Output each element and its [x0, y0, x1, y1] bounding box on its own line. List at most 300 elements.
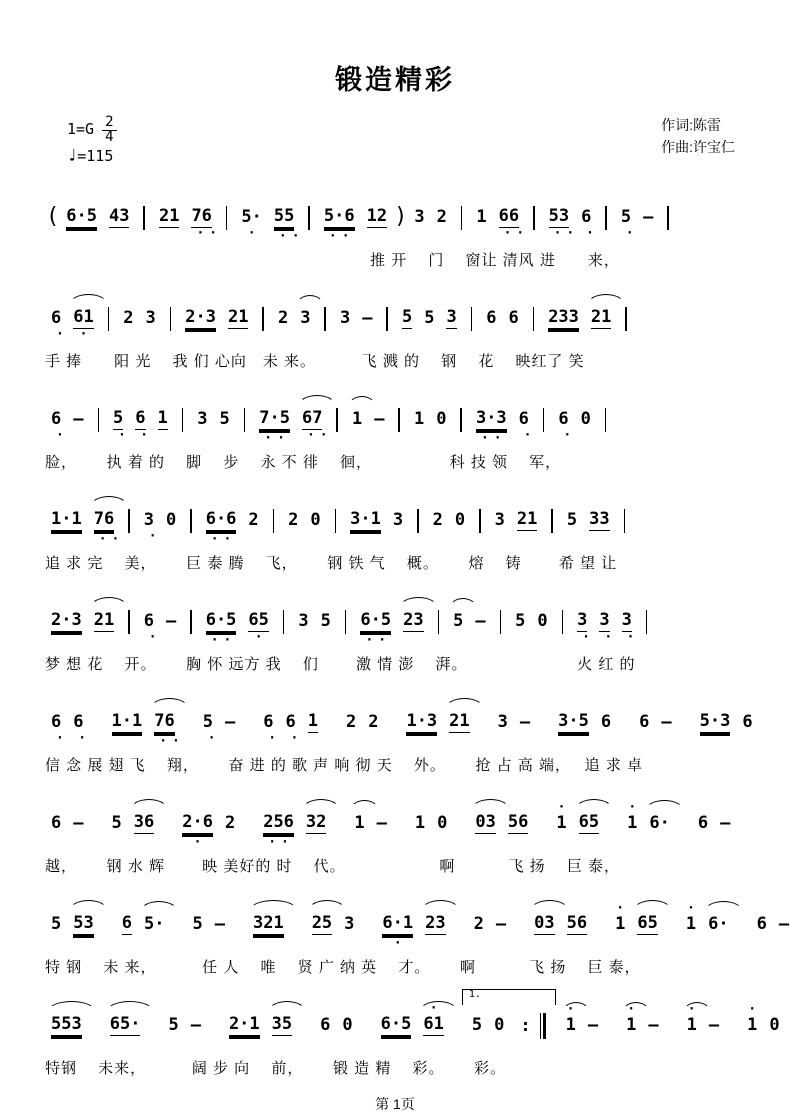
repeat-dots: : — [520, 1015, 531, 1036]
note: 3 — [197, 409, 208, 430]
time-signature-denominator: 4 — [105, 128, 114, 145]
note: 3 · — [577, 610, 595, 645]
notation-row — [45, 989, 780, 1048]
low-octave-dots: · — [586, 225, 599, 241]
note: 5 — [192, 914, 203, 935]
low-octave-dots: ·· — [553, 225, 580, 241]
tempo-value: =115 — [77, 147, 114, 166]
note: 6 — [600, 712, 612, 733]
note: 6 · — [285, 712, 304, 746]
note: 5· · — [241, 207, 262, 241]
close-paren: ) — [394, 204, 408, 230]
note: 6·6 ·· — [205, 509, 237, 547]
note: 3 — [392, 510, 404, 531]
lyricist-credit: 作词:陈雷 — [661, 117, 721, 133]
barline — [273, 509, 275, 533]
score-lines — [45, 182, 790, 1078]
note: 65 — [637, 914, 657, 935]
score-system — [45, 687, 753, 775]
note: 61 · — [73, 308, 93, 329]
tempo-marking — [67, 146, 117, 167]
barline — [471, 307, 473, 331]
low-octave-dots: ·· — [210, 632, 237, 648]
barline — [262, 307, 264, 331]
meta-block — [67, 115, 735, 168]
slur-arc — [130, 799, 168, 810]
slur-arc — [421, 900, 459, 911]
note: 3 — [494, 510, 505, 531]
slur-arc — [308, 900, 346, 911]
note: 5 — [219, 409, 230, 430]
low-octave-dots: ·· — [98, 531, 125, 547]
note: 6 — [121, 913, 132, 934]
notation-row — [45, 283, 745, 341]
barline — [143, 206, 145, 230]
note: 6 — [756, 914, 767, 935]
notation-row — [45, 182, 745, 244]
note: 3 · — [599, 610, 618, 645]
note: 25 — [312, 914, 332, 935]
low-octave-dots: · — [148, 528, 162, 544]
low-octave-dots: ·· — [503, 225, 530, 241]
duration-dash: — — [190, 1015, 201, 1036]
low-octave-dots: ·· — [328, 228, 355, 244]
rest-note: 0 — [537, 611, 548, 632]
high-octave-dot: · — [748, 1002, 757, 1018]
low-octave-dots: · — [626, 629, 640, 645]
barline — [533, 307, 535, 331]
barline — [226, 206, 228, 230]
barline — [500, 610, 502, 634]
rest-note: 0 — [437, 813, 448, 834]
note: 67 ·· — [302, 409, 322, 430]
duration-dash: — — [778, 914, 790, 935]
slur-arc — [350, 800, 378, 811]
note: 256 ·· — [263, 812, 294, 850]
note: 5· — [144, 915, 164, 934]
note: 53 ·· — [548, 206, 580, 241]
barline — [551, 509, 553, 533]
note: 6 · — [143, 611, 162, 645]
note: 6·1 · — [382, 913, 414, 951]
low-octave-dots: · — [56, 730, 69, 746]
note: 6·5 — [380, 1014, 412, 1035]
score-system — [45, 182, 745, 270]
low-octave-dots: · — [393, 935, 407, 951]
note: 6·5 — [66, 206, 97, 227]
duration-dash: — — [475, 611, 486, 632]
low-octave-dots: · — [625, 225, 639, 241]
volta-label: 1. — [468, 989, 481, 1001]
slur-arc — [562, 1002, 590, 1018]
note: 1 · — [566, 1016, 576, 1035]
barline — [170, 307, 172, 331]
note: 65 — [579, 813, 599, 834]
duration-dash: — — [374, 409, 385, 430]
note: 553 — [51, 1015, 82, 1036]
duration-dash: — — [73, 409, 84, 430]
rest-note: 0 — [454, 510, 466, 531]
note: 21 — [449, 712, 469, 733]
barline — [345, 610, 347, 634]
score-system — [45, 586, 745, 674]
duration-dash: — — [362, 308, 373, 329]
note: 03 — [475, 813, 495, 834]
notation-row — [45, 384, 745, 446]
note: 1 — [307, 711, 318, 732]
note: 6· — [649, 814, 669, 833]
lyrics-row: 推 开 门 窗让 清风 进 来， — [370, 251, 620, 269]
barline — [128, 610, 130, 634]
note: 2 — [345, 712, 357, 733]
note: 321 — [253, 914, 284, 935]
duration-dash: — — [165, 611, 177, 632]
barline — [438, 610, 440, 634]
note: 5 — [471, 1015, 483, 1036]
note: 55 ·· — [273, 206, 305, 244]
note: 3·5 — [558, 711, 589, 732]
barline — [190, 509, 192, 533]
note: 3 — [414, 207, 425, 228]
note: 3 — [497, 712, 508, 733]
note: 1·1 — [111, 711, 143, 732]
note: 6·5 ·· — [205, 610, 237, 648]
note: 1 · — [626, 1016, 636, 1035]
note: 2·3 — [185, 307, 216, 328]
note: 6 — [486, 308, 497, 329]
slur-arc — [69, 294, 107, 305]
notation-row — [45, 687, 753, 749]
note: 1·1 — [51, 509, 82, 530]
barline — [108, 307, 110, 331]
lyrics-row: 脸， 执 着 的 脚 步 永 不 徘 徊， 科 技 领 军， — [45, 453, 562, 471]
note: 33 — [589, 509, 610, 530]
rest-note: 0 — [769, 1015, 780, 1036]
slur-arc — [530, 900, 568, 911]
note: 35 — [272, 1015, 292, 1036]
note: 1·3 — [406, 711, 438, 732]
lyrics-row: 梦 想 花 开。 胸 怀 远方 我 们 激 情 澎 湃。 火 红 的 — [45, 655, 636, 673]
open-paren: ( — [46, 204, 60, 230]
note: 3 — [300, 309, 310, 328]
slur-arc — [298, 395, 336, 406]
note: 76 ·· — [94, 510, 114, 531]
low-octave-dots: · — [268, 730, 282, 746]
note: 6 · — [51, 712, 69, 746]
note: 61 · — [423, 1015, 443, 1036]
note: 5 — [453, 612, 463, 631]
duration-dash: — — [643, 207, 654, 228]
high-octave-dot: · — [566, 1002, 575, 1018]
note: 2 — [432, 510, 443, 531]
note: 1 — [354, 814, 364, 833]
key-label: 1=G — [67, 120, 95, 139]
rest-note: 0 — [342, 1015, 353, 1036]
low-octave-dots: · — [290, 730, 304, 746]
high-octave-dot: · — [687, 1002, 696, 1018]
slur-arc — [140, 901, 178, 912]
note: 23 — [403, 611, 423, 632]
high-octave-dot: · — [616, 901, 625, 917]
barline — [646, 610, 648, 634]
slur-arc — [704, 901, 742, 912]
note: 6 · — [51, 409, 69, 443]
slur-arc — [69, 900, 107, 911]
note: 5 — [51, 914, 62, 935]
note: 3 — [446, 307, 457, 328]
slur-arc — [268, 1001, 306, 1012]
slur-arc — [645, 800, 683, 811]
note: 56 — [507, 812, 529, 833]
score-system — [45, 788, 745, 876]
note: 5 · — [620, 207, 639, 241]
barline — [533, 206, 535, 230]
note: 5·3 — [699, 711, 731, 732]
low-octave-dots: · — [582, 629, 595, 645]
note: 6 — [51, 813, 62, 834]
low-octave-dots: · — [604, 629, 618, 645]
duration-dash: — — [224, 712, 236, 733]
page-title: 锻造精彩 — [335, 65, 455, 95]
score-system — [45, 283, 745, 371]
barline — [667, 206, 669, 230]
note: 2·6 · — [182, 812, 213, 850]
note: 2 — [224, 813, 236, 834]
lyrics-row: 手 捧 阳 光 我 们 心向 未 来。 飞 溅 的 钢 花 映红了 笑 — [45, 352, 585, 370]
score-system — [45, 384, 745, 472]
composer-credit: 作曲:许宝仁 — [661, 138, 735, 155]
high-octave-dot: · — [557, 800, 566, 816]
note: 1 — [157, 408, 168, 429]
low-octave-dots: · — [56, 427, 69, 443]
note: 2 — [473, 914, 484, 935]
note: 2 — [436, 207, 447, 228]
slur-arc — [419, 1001, 457, 1017]
note: 2 — [288, 510, 299, 531]
low-octave-dots: · — [563, 427, 577, 443]
note: 5 — [168, 1015, 179, 1036]
low-octave-dots: · — [118, 427, 131, 443]
note: 5 · — [202, 712, 221, 746]
note: 2 — [248, 510, 259, 531]
barline — [417, 509, 419, 533]
note: 36 — [134, 813, 154, 834]
barline — [605, 408, 607, 432]
slur-arc — [249, 900, 298, 911]
note: 21 — [158, 206, 180, 227]
barline — [398, 408, 400, 432]
note: 6 · — [518, 409, 537, 443]
slur-arc — [90, 597, 128, 608]
note: 2 — [123, 308, 134, 329]
low-octave-dots: ·· — [196, 225, 223, 241]
note: 76 ·· — [154, 712, 174, 733]
note: 6 — [639, 712, 650, 733]
score-system — [45, 889, 790, 977]
note: 2·1 — [228, 1014, 260, 1035]
time-signature — [102, 115, 116, 144]
note: 1 · — [615, 901, 626, 935]
low-octave-dots: · — [79, 326, 93, 342]
key-signature — [67, 115, 117, 144]
barline — [283, 610, 285, 634]
note: 03 — [534, 914, 554, 935]
note: 5 — [424, 308, 435, 329]
low-octave-dots: · — [247, 225, 261, 241]
note: 6 — [742, 712, 753, 733]
note: 6·5 ·· — [360, 610, 392, 648]
barline — [562, 610, 564, 634]
note: 1 — [476, 207, 487, 228]
low-octave-dots: · — [207, 730, 221, 746]
barline — [128, 509, 130, 533]
note: 1 — [352, 410, 362, 429]
note: 32 — [306, 813, 326, 834]
note: 7·5 ·· — [259, 408, 290, 446]
barline — [625, 307, 627, 331]
note: 2 — [277, 308, 289, 329]
high-octave-dot: · — [429, 1001, 438, 1017]
note: 3 — [344, 914, 355, 935]
note: 1 · — [685, 901, 697, 935]
note: 6 · — [263, 712, 282, 746]
note: 6 · — [581, 207, 599, 241]
note: 6 · — [135, 408, 154, 443]
note: 6 — [697, 813, 709, 834]
lyrics-row: 越， 钢 水 辉 映 美好的 时 代。 啊 飞 扬 巨 泰， — [45, 857, 621, 875]
duration-dash: — — [495, 914, 507, 935]
slur-arc — [150, 698, 188, 709]
repeat-end-barline — [516, 1013, 553, 1039]
slur-arc — [302, 799, 340, 810]
notation-row — [45, 788, 745, 850]
barline — [543, 408, 545, 432]
slur-arc — [587, 294, 625, 305]
slur-arc — [445, 698, 483, 709]
low-octave-dots: ·· — [480, 430, 507, 446]
high-octave-dot: · — [687, 901, 695, 917]
notation-row — [45, 586, 745, 648]
low-octave-dots: · — [140, 427, 154, 443]
rest-note: 0 — [580, 409, 591, 430]
barline — [624, 509, 626, 533]
slur-arc — [399, 597, 437, 608]
note: 3 · — [143, 510, 162, 544]
low-octave-dots: ·· — [159, 733, 185, 749]
low-octave-dots: ·· — [268, 834, 294, 850]
low-octave-dots: · — [78, 730, 92, 746]
slur-arc — [471, 799, 509, 810]
note: 5 — [401, 307, 413, 328]
note: 3·1 — [350, 509, 381, 530]
time-signature-numerator: 2 — [102, 114, 116, 131]
note: 76 ·· — [191, 206, 223, 241]
note: 6 · — [73, 712, 92, 746]
note: 2 — [368, 712, 379, 733]
score-system — [45, 989, 780, 1078]
note: 53 — [73, 914, 93, 935]
barline — [335, 509, 337, 533]
note: 6 · — [558, 409, 577, 443]
note: 3·3 ·· — [475, 408, 507, 446]
barline — [98, 408, 100, 432]
note: 5 — [566, 510, 578, 531]
slur-arc — [296, 295, 324, 306]
quarter-note-icon: ♩ — [67, 146, 78, 167]
note: 21 — [94, 611, 114, 632]
duration-dash: — — [519, 712, 531, 733]
rest-note: 0 — [310, 510, 321, 531]
slur-arc — [90, 496, 128, 507]
score-system — [45, 485, 745, 573]
barline — [605, 206, 607, 230]
barline — [190, 610, 192, 634]
note: 12 — [366, 206, 388, 227]
low-octave-dots: · — [193, 834, 207, 850]
lyrics-row: 特钢 未来， 阔 步 向 前， 锻 造 精 彩。 彩。 — [45, 1059, 507, 1077]
high-octave-dot: · — [628, 800, 637, 816]
low-octave-dots: · — [523, 427, 537, 443]
note: 1 — [414, 813, 426, 834]
note: 233 — [548, 307, 579, 328]
note: 5 · — [113, 408, 131, 443]
duration-dash: — — [587, 1015, 599, 1036]
note: 43 — [108, 206, 130, 227]
low-octave-dots: ·· — [306, 427, 333, 443]
duration-dash: — — [720, 813, 731, 834]
slur-arc — [449, 598, 477, 609]
barline — [324, 307, 326, 331]
lyrics-row: 信 念 展 翅 飞 翔， 奋 进 的 歌 声 响 彻 天 外。 抢 占 高 端， 追 求 卓 — [45, 756, 644, 774]
note: 1 · — [627, 800, 638, 834]
note: 6· — [708, 915, 728, 934]
slur-arc — [348, 396, 376, 407]
duration-dash: — — [708, 1015, 720, 1036]
note: 3 — [145, 308, 156, 329]
lyrics-row: 追 求 完 美， 巨 泰 腾 飞， 钢 铁 气 概。 熔 铸 希 望 让 — [45, 554, 618, 572]
note: 1 — [413, 409, 425, 430]
barline — [461, 206, 463, 230]
duration-dash: — — [376, 813, 387, 834]
note: 65 · — [248, 610, 269, 645]
low-octave-dots: · — [254, 629, 268, 645]
slur-arc — [683, 1002, 711, 1018]
final-barline — [540, 1013, 546, 1039]
barline — [336, 408, 338, 432]
note: 1 · — [556, 800, 567, 834]
low-octave-dots: ·· — [264, 430, 290, 446]
rest-note: 0 — [165, 510, 177, 531]
slur-arc — [575, 799, 613, 810]
note: 5 — [320, 611, 331, 632]
note: 56 — [566, 913, 588, 934]
note: 21 — [591, 308, 611, 329]
notation-row — [45, 485, 745, 547]
notation-row — [45, 889, 790, 951]
note: 3 — [298, 611, 309, 632]
low-octave-dots: · — [148, 629, 162, 645]
low-octave-dots: ·· — [278, 228, 305, 244]
note: 1 · — [747, 1002, 758, 1036]
note: 66 ·· — [498, 206, 530, 241]
note: 21 — [227, 307, 249, 328]
low-octave-dots: ·· — [365, 632, 392, 648]
note: 23 — [425, 914, 445, 935]
high-octave-dot: · — [627, 1002, 636, 1018]
barline — [460, 408, 462, 432]
note: 5·6 ·· — [323, 206, 355, 244]
duration-dash: — — [661, 712, 672, 733]
